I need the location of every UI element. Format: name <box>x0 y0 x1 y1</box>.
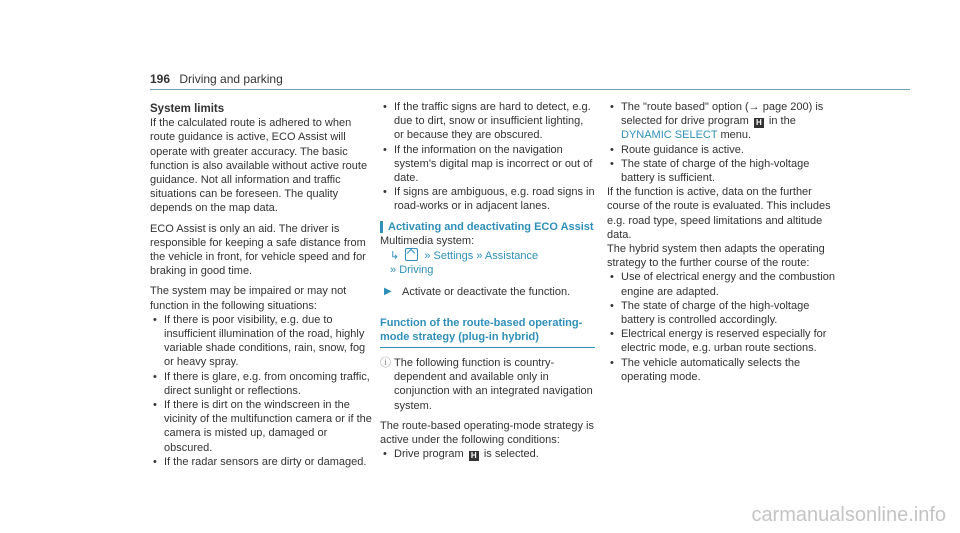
dynamic-select-label: DYNAMIC SELECT <box>621 129 718 142</box>
list-item: • If the traffic signs are hard to detect, e.g. due to dirt, snow or insufficient lighting, or because they are obscured. <box>380 100 595 143</box>
double-chevron-icon: » <box>476 250 483 263</box>
list-item: • If there is dirt on the windscreen in the vicinity of the multifunction camera or if the camera is misted up, damaged or obscured. <box>150 398 375 455</box>
limits-list-continued <box>380 100 595 214</box>
info-icon: ⓘ <box>380 357 391 370</box>
menu-settings: Settings <box>433 250 474 263</box>
drive-program-h-icon: H <box>469 451 479 461</box>
list-text: Drive program <box>394 448 464 461</box>
home-icon <box>405 248 418 261</box>
list-item: • Use of electrical energy and the combustion engine are adapted. <box>607 270 837 298</box>
step-text: Activate or deactivate the function. <box>402 286 571 299</box>
paragraph: The system may be impaired or may not function in the following situations: <box>150 285 347 312</box>
list-text: menu. <box>720 129 752 142</box>
list-text: is selected. <box>483 448 539 461</box>
note <box>380 356 595 413</box>
page-header <box>150 72 283 86</box>
drive-program-h-icon: H <box>754 118 764 128</box>
list-item: • If there is poor visibility, e.g. due to insufficient illumination of the road, highly variable shade conditions, rain, snow, fog or heavy spray. <box>150 313 375 370</box>
section-title: Activating and deactivating ECO Assist <box>388 220 594 233</box>
paragraph: If the function is active, data on the further course of the route is evaluated. This includes e.g. road type, speed limitations and altitude data. <box>607 186 831 241</box>
list-item: • If signs are ambiguous, e.g. road signs in road-works or in adjacent lanes. <box>380 185 595 213</box>
list-item: • Electrical energy is reserved especially for electric mode, e.g. urban route sections. <box>607 327 837 355</box>
header-rule <box>150 89 910 90</box>
note-text: The following function is country-dependent and available only in conjunction with an integrated navigation system. <box>394 357 593 412</box>
section-bar-icon <box>380 221 383 233</box>
double-chevron-icon: » <box>390 264 397 277</box>
list-item: • If the radar sensors are dirty or damaged. <box>150 455 375 469</box>
adaptation-list <box>607 270 837 384</box>
paragraph: The route-based operating-mode strategy is active under the following conditions: <box>380 419 595 447</box>
column-3 <box>607 100 837 384</box>
section-heading-eco-assist <box>380 220 595 234</box>
list-item: • Route guidance is active. <box>607 143 837 157</box>
paragraph: ECO Assist is only an aid. The driver is responsible for keeping a safe distance from the vehicle in front, for vehicle speed and for braking in good time. <box>150 222 366 278</box>
conditions-list <box>380 447 595 461</box>
page-ref-arrow-icon: → <box>748 101 760 113</box>
list-item <box>380 447 595 461</box>
list-text: The "route based" option ( <box>621 101 749 113</box>
multimedia-label: Multimedia system: <box>380 234 475 247</box>
function-title: Function of the route-based operating-mode strategy (plug-in hybrid) <box>380 316 583 343</box>
list-item <box>607 100 837 143</box>
watermark: carmanualsonline.info <box>751 504 946 526</box>
system-limits-heading: System limits <box>150 103 225 115</box>
return-arrow-icon: ↳ <box>390 250 400 263</box>
list-text: in the <box>768 115 796 128</box>
menu-path <box>390 248 595 263</box>
play-triangle-icon: ▶ <box>384 286 392 298</box>
action-step <box>380 285 595 299</box>
paragraph: The hybrid system then adapts the operating strategy to the further course of the route: <box>607 243 825 270</box>
conditions-list-continued <box>607 100 837 185</box>
list-item: • The vehicle automatically selects the operating mode. <box>607 356 837 384</box>
menu-path-line2 <box>390 263 595 277</box>
chapter-title: Driving and parking <box>179 72 283 86</box>
function-heading <box>380 316 595 348</box>
list-item: • If the information on the navigation system's digital map is incorrect or out of date. <box>380 143 595 186</box>
menu-driving: Driving <box>399 264 434 277</box>
list-item: • The state of charge of the high-voltage battery is sufficient. <box>607 157 837 185</box>
paragraph: If the calculated route is adhered to when route guidance is active, ECO Assist will operate with greater accuracy. The basic function is also available without active route guidance. Not all information and traffic situations can be foreseen. The quality depends on the map data. <box>150 117 368 215</box>
column-1 <box>150 100 375 469</box>
page-number: 196 <box>150 72 171 86</box>
list-text: page 200) is selected for drive program <box>621 101 824 128</box>
list-item: • The state of charge of the high-voltage battery is controlled accordingly. <box>607 299 837 327</box>
list-item: • If there is glare, e.g. from oncoming traffic, direct sunlight or reflections. <box>150 370 375 398</box>
column-2 <box>380 100 595 461</box>
menu-assistance: Assistance <box>484 250 539 263</box>
double-chevron-icon: » <box>424 250 431 263</box>
limits-list <box>150 313 375 469</box>
